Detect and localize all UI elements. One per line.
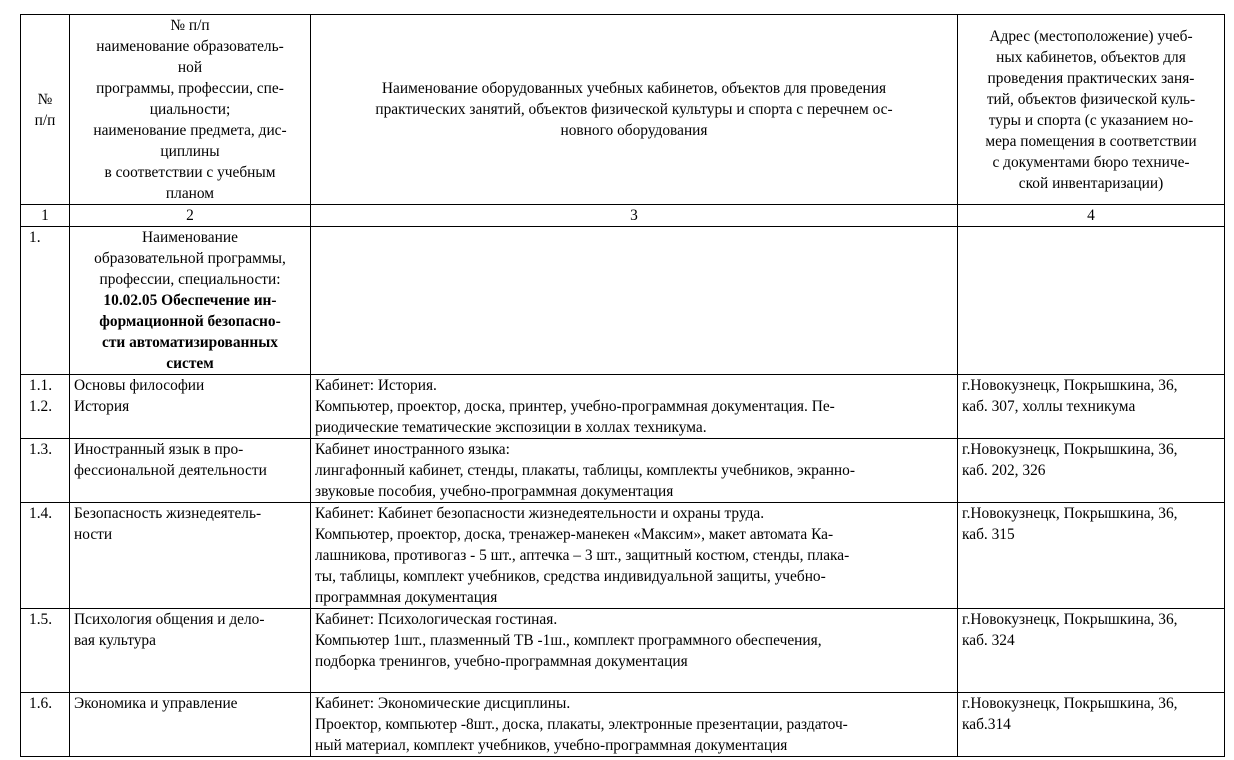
table-row [21,503,1225,609]
program-row [21,227,1225,375]
subject-cell: Безопасность жизнедеятель- ности [70,503,311,609]
address-cell: г.Новокузнецк, Покрышкина, 36, каб. 202, 326 [958,439,1225,503]
table-row [21,609,1225,693]
row-number: 1.6. [21,693,70,757]
column-number: 4 [958,205,1225,227]
address-cell: г.Новокузнецк, Покрышкина, 36, каб. 315 [958,503,1225,609]
program-cell [70,227,311,375]
program-label: Наименование образовательной программы, профессии, специальности: [94,229,286,288]
row-number: 1. [21,227,70,375]
subject-cell: Экономика и управление [70,693,311,757]
equipment-cell: Кабинет: Кабинет безопасности жизнедеятельности и охраны труда. Компьютер, проектор, доска, тренажер-манекен «Максим», макет автомата Ка- лашникова, противогаз - 5 шт., аптечка – 3 шт., защитный костюм, стенды, плака- ты, таблицы, комплект учебников, средства индивидуальной защиты, учебно- программная документация [311,503,958,609]
program-title: 10.02.05 Обеспечение ин- формационной безопасно- сти автоматизированных систем [99,292,281,372]
empty-cell [311,227,958,375]
row-number: 1.4. [21,503,70,609]
equipment-cell: Кабинет иностранного языка: лингафонный кабинет, стенды, плакаты, таблицы, комплекты учебников, экранно- звуковые пособия, учебно-программная документация [311,439,958,503]
table-header-row [21,15,1225,205]
equipment-cell: Кабинет: Психологическая гостиная. Компьютер 1шт., плазменный ТВ -1ш., комплект программного обеспечения, подборка тренингов, учебно-программная документация [311,609,958,693]
header-program-subject: № п/п наименование образователь- ной программы, профессии, спе- циальности; наименование предмета, дис- циплины в соответствии с учебным планом [70,15,311,205]
equipment-cell: Кабинет: История. Компьютер, проектор, доска, принтер, учебно-программная документация. Пе- риодические тематические экспозиции в холлах техникума. [311,375,958,439]
row-number: 1.5. [21,609,70,693]
address-cell: г.Новокузнецк, Покрышкина, 36, каб.314 [958,693,1225,757]
column-number-row [21,205,1225,227]
subject-cell: Психология общения и дело- вая культура [70,609,311,693]
header-number: № п/п [21,15,70,205]
subject-cell: Основы философии История [70,375,311,439]
equipment-cell: Кабинет: Экономические дисциплины. Проектор, компьютер -8шт., доска, плакаты, электронные презентации, раздаточ- ный материал, комплект учебников, учебно-программная документация [311,693,958,757]
header-equipment: Наименование оборудованных учебных кабинетов, объектов для проведения практических занятий, объектов физической культуры и спорта с перечнем ос- новного оборудования [311,15,958,205]
column-number: 3 [311,205,958,227]
address-cell: г.Новокузнецк, Покрышкина, 36, каб. 307, холлы техникума [958,375,1225,439]
table-row [21,375,1225,439]
row-number: 1.3. [21,439,70,503]
address-cell: г.Новокузнецк, Покрышкина, 36, каб. 324 [958,609,1225,693]
subject-cell: Иностранный язык в про- фессиональной деятельности [70,439,311,503]
column-number: 2 [70,205,311,227]
empty-cell [958,227,1225,375]
table-row [21,693,1225,757]
column-number: 1 [21,205,70,227]
equipment-table [20,14,1225,757]
header-address: Адрес (местоположение) учеб- ных кабинетов, объектов для проведения практических заня- тий, объектов физической куль- туры и спорта (с указанием но- мера помещения в соответствии с документами бюро техниче- ской инвентаризации) [958,15,1225,205]
table-row [21,439,1225,503]
row-number: 1.1. 1.2. [21,375,70,439]
